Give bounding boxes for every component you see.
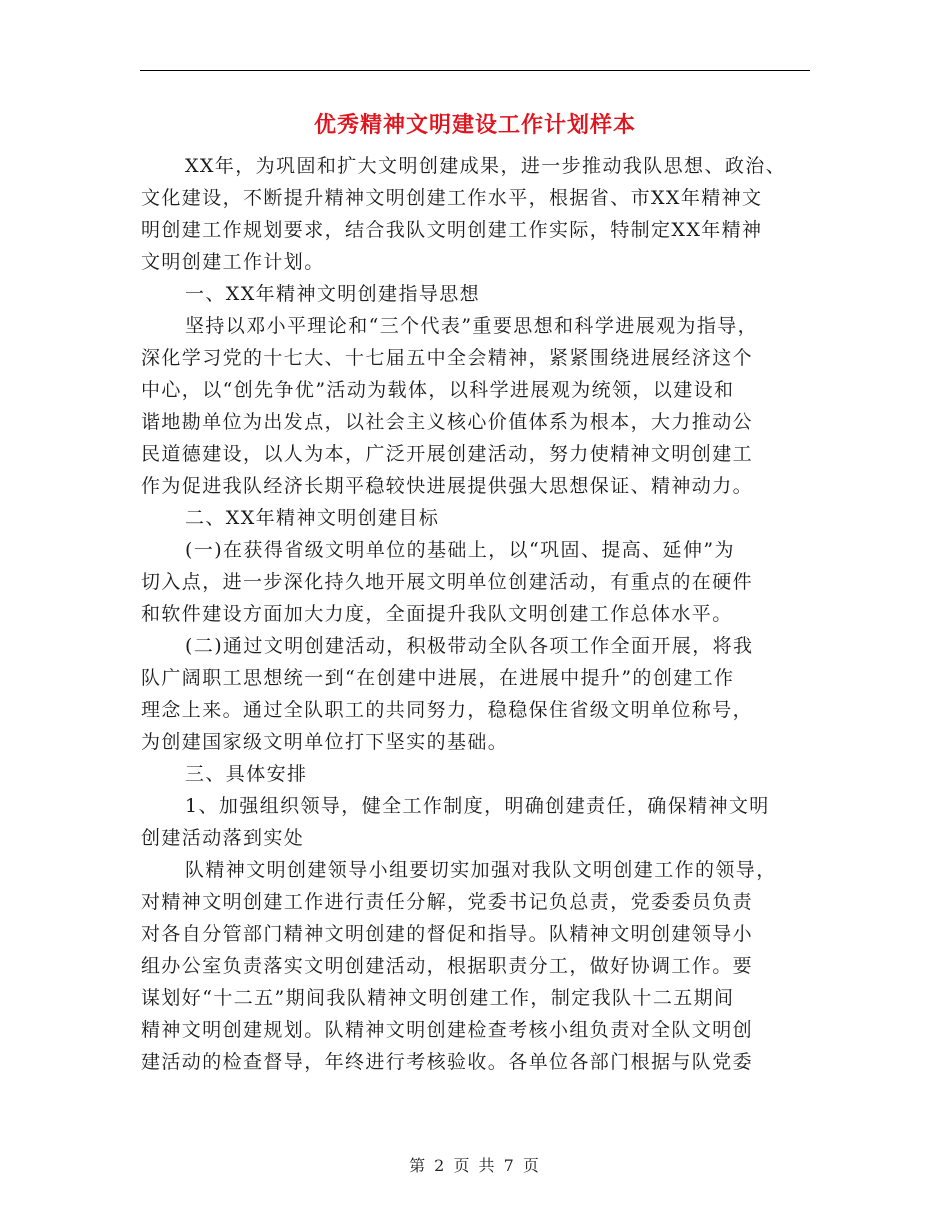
body-line: 对各自分管部门精神文明创建的督促和指导。队精神文明创建领导小 <box>141 923 754 945</box>
body-line: 和软件建设方面加大力度，全面提升我队文明创建工作总体水平。 <box>141 603 733 625</box>
body-line: 文化建设，不断提升精神文明创建工作水平，根据省、市XX年精神文 <box>141 187 763 209</box>
section-heading: 三、具体安排 <box>185 763 308 785</box>
body-line: (二)通过文明创建活动，积极带动全队各项工作全面开展，将我 <box>185 635 754 657</box>
body-line: 1、加强组织领导，健全工作制度，明确创建责任，确保精神文明 <box>185 795 770 817</box>
body-line: 切入点，进一步深化持久地开展文明单位创建活动，有重点的在硬件 <box>141 571 754 593</box>
section-heading: 二、XX年精神文明创建目标 <box>185 507 440 529</box>
body-line: 精神文明创建规划。队精神文明创建检查考核小组负责对全队文明创 <box>141 1019 754 1041</box>
body-line: 文明创建工作计划。 <box>141 251 325 273</box>
body-line: 深化学习党的十七大、十七届五中全会精神，紧紧围绕进展经济这个 <box>141 347 754 369</box>
body-line: 民道德建设，以人为本，广泛开展创建活动，努力使精神文明创建工 <box>141 443 754 465</box>
body-line: 队精神文明创建领导小组要切实加强对我队文明创建工作的领导， <box>185 859 777 881</box>
body-line: XX年，为巩固和扩大文明创建成果，进一步推动我队思想、政治、 <box>185 155 787 177</box>
body-line: 作为促进我队经济长期平稳较快进展提供强大思想保证、精神动力。 <box>141 475 754 497</box>
body-line: 创建活动落到实处 <box>141 827 305 849</box>
body-line: 谐地勘单位为出发点，以社会主义核心价值体系为根本，大力推动公 <box>141 411 754 433</box>
document-body <box>141 150 813 1078</box>
document-title: 优秀精神文明建设工作计划样本 <box>313 112 636 138</box>
section-heading: 一、XX年精神文明创建指导思想 <box>185 283 481 305</box>
body-line: 理念上来。通过全队职工的共同努力，稳稳保住省级文明单位称号， <box>141 699 754 721</box>
body-line: 建活动的检查督导，年终进行考核验收。各单位各部门根据与队党委 <box>141 1051 754 1073</box>
body-line: (一)在获得省级文明单位的基础上，以“巩固、提高、延伸”为 <box>185 539 735 561</box>
page-number-footer: 第 2 页 共 7 页 <box>409 1156 541 1175</box>
body-line: 坚持以邓小平理论和“三个代表”重要思想和科学进展观为指导， <box>185 315 759 337</box>
body-line: 队广阔职工思想统一到“在创建中进展，在进展中提升”的创建工作 <box>141 667 735 689</box>
body-line: 明创建工作规划要求，结合我队文明创建工作实际，特制定XX年精神 <box>141 219 763 241</box>
body-line: 对精神文明创建工作进行责任分解，党委书记负总责，党委委员负责 <box>141 891 754 913</box>
body-line: 中心，以“创先争优”活动为载体，以科学进展观为统领，以建设和 <box>141 379 735 401</box>
header-rule <box>140 70 810 71</box>
body-line: 谋划好“十二五”期间我队精神文明创建工作，制定我队十二五期间 <box>141 987 735 1009</box>
body-line: 为创建国家级文明单位打下坚实的基础。 <box>141 731 509 753</box>
body-line: 组办公室负责落实文明创建活动，根据职责分工，做好协调工作。要 <box>141 955 754 977</box>
